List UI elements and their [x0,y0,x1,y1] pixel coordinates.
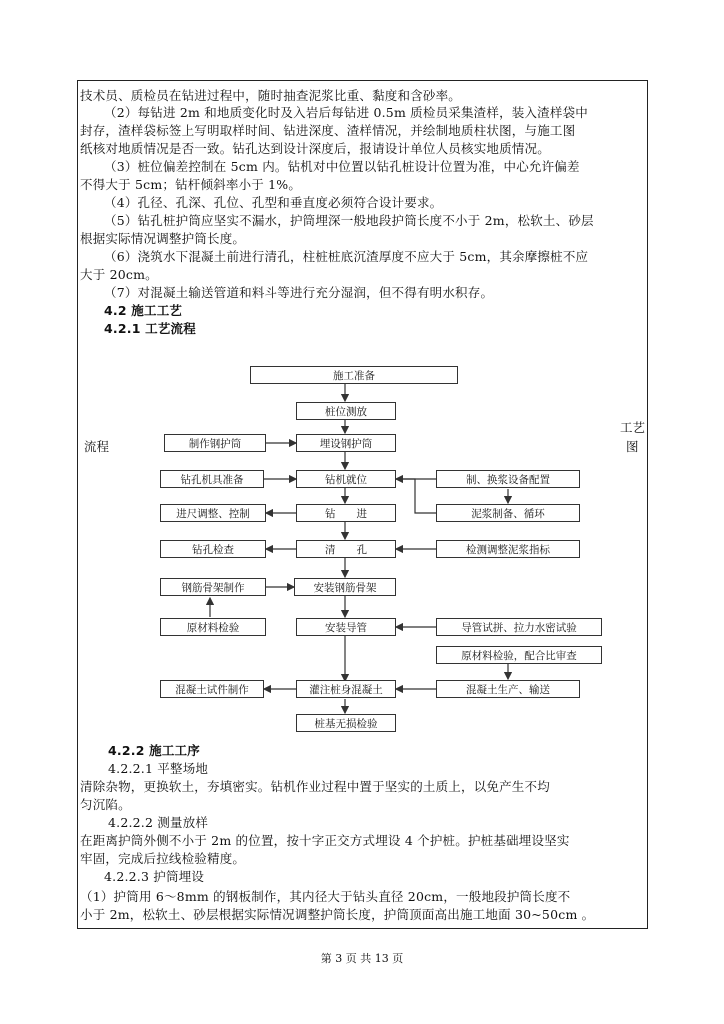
flow-step-construction-prep: 施工准备 [250,366,458,384]
flow-step-install-tremie: 安装导管 [296,618,396,636]
paragraph-line: 在距离护筒外侧不小于 2m 的位置，按十字正交方式埋设 4 个护桩。护桩基础埋设坚实 [80,833,570,848]
flow-step-bury-casing: 埋设钢护筒 [296,434,396,452]
flow-right-slurry-prep: 泥浆制备、循环 [436,504,580,522]
paragraph-line: （6）浇筑水下混凝土前进行清孔，柱桩桩底沉渣厚度不应大于 5cm，其余摩擦桩不应 [104,249,589,264]
paragraph-line: 纸核对地质情况是否一致。钻孔达到设计深度后，报请设计单位人员核实地质情况。 [80,141,550,156]
flow-step-hole-cleaning: 清 孔 [296,540,396,558]
subsection-title: 4.2.2.2 测量放样 [108,815,209,830]
subsection-title: 4.2.2.3 护筒埋设 [104,869,205,884]
flow-step-pour-concrete: 灌注桩身混凝土 [296,680,396,698]
flow-left-cage-fabrication: 钢筋骨架制作 [160,578,266,596]
paragraph-line: 技术员、质检员在钻进过程中，随时抽查泥浆比重、黏度和含砂率。 [80,88,462,103]
flow-left-make-casing: 制作钢护筒 [164,434,266,452]
flow-left-material-check: 原材料检验 [160,618,266,636]
subsection-title: 4.2.2.1 平整场地 [108,761,209,776]
paragraph-line: 封存，渣样袋标签上写明取样时间、钻进深度、渣样情况，并绘制地质柱状图，与施工图 [80,123,576,138]
paragraph-line: （4）孔径、孔深、孔位、孔型和垂直度必须符合设计要求。 [104,195,443,210]
paragraph-line: 不得大于 5cm；钻杆倾斜率小于 1%。 [80,177,302,192]
flow-left-rig-tools: 钻孔机具准备 [160,470,264,488]
flow-right-concrete-supply: 混凝土生产、输送 [436,680,580,698]
section-heading: 4.2.2 施工工序 [108,743,200,758]
flow-step-rig-positioning: 钻机就位 [296,470,396,488]
section-heading: 4.2 施工工艺 [104,303,183,318]
flow-step-nondestructive-test: 桩基无损检验 [296,714,396,732]
paragraph-line: （7）对混凝土输送管道和料斗等进行充分湿润，但不得有明水积存。 [104,285,494,300]
paragraph-line: （2）每钻进 2m 和地质变化时及入岩后每钻进 0.5m 质检员采集渣样，装入渣样袋中 [104,105,588,120]
side-label-right: 图 [626,439,639,454]
flow-left-footage-control: 进尺调整、控制 [160,504,266,522]
flow-right-mix-review: 原材料检验，配合比审查 [436,646,602,664]
side-label-right: 工艺 [620,420,646,435]
side-label-left: 流程 [84,439,110,454]
flow-left-test-specimens: 混凝土试件制作 [160,680,264,698]
flow-right-tremie-test: 导管试拼、拉力水密试验 [436,618,602,636]
paragraph-line: 大于 20cm。 [80,267,158,282]
flow-right-slurry-index: 检测调整泥浆指标 [436,540,580,558]
paragraph-line: 匀沉陷。 [80,797,131,812]
flow-step-pile-layout: 桩位测放 [296,402,396,420]
paragraph-line: 牢固，完成后拉线检验精度。 [80,851,246,866]
page-footer: 第 3 页 共 13 页 [320,952,404,965]
paragraph-line: 清除杂物，更换软土，夯填密实。钻机作业过程中置于坚实的土质上，以免产生不均 [80,779,550,794]
paragraph-line: （5）钻孔桩护筒应坚实不漏水，护筒埋深一般地段护筒长度不小于 2m，松软土、砂层 [104,213,594,228]
flow-step-install-cage: 安装钢筋骨架 [294,578,396,596]
paragraph-line: （3）桩位偏差控制在 5cm 内。钻机对中位置以钻孔桩设计位置为准，中心允许偏差 [104,159,580,174]
paragraph-line: 根据实际情况调整护筒长度。 [80,231,246,246]
section-heading: 4.2.1 工艺流程 [104,321,196,336]
paragraph-line: 小于 2m，松软土、砂层根据实际情况调整护筒长度，护筒顶面高出施工地面 30~50cm 。 [80,907,595,922]
flow-right-slurry-equipment: 制、换浆设备配置 [436,470,580,488]
flow-left-hole-check: 钻孔检查 [160,540,266,558]
paragraph-line: （1）护筒用 6～8mm 的钢板制作，其内径大于钻头直径 20cm，一般地段护筒长度不 [80,889,571,904]
flow-step-drilling: 钻 进 [296,504,396,522]
